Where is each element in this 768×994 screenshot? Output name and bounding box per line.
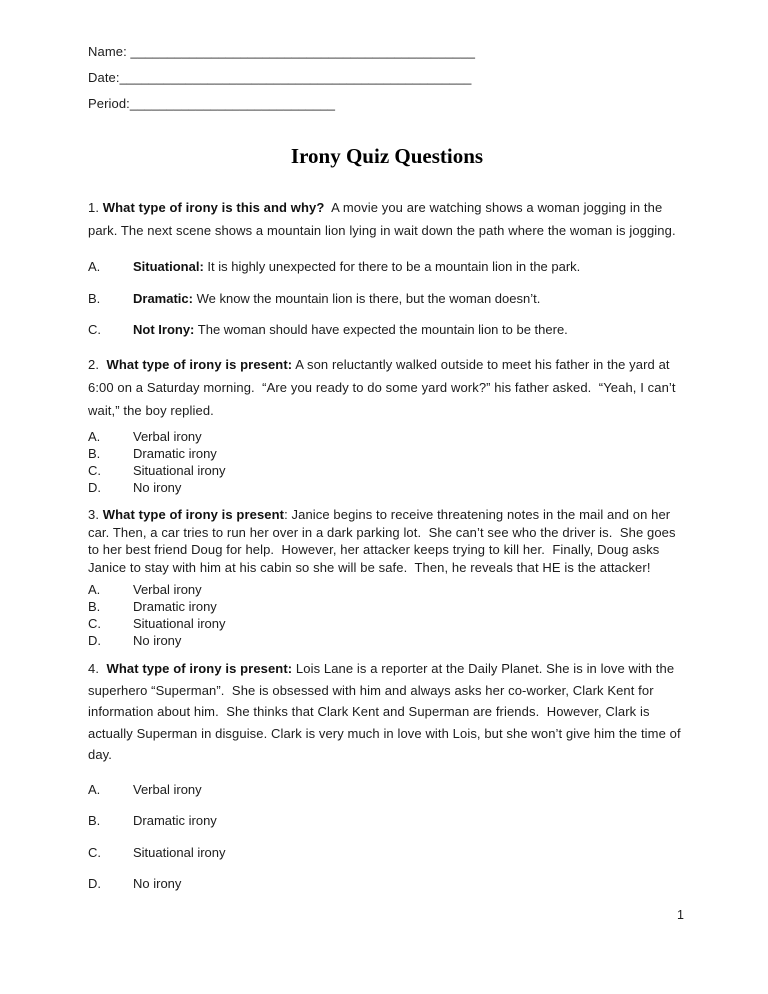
option-row: [88, 479, 686, 496]
question-2-number: 2.: [88, 357, 107, 372]
option-text: Verbal irony: [133, 582, 202, 597]
question-3-number: 3.: [88, 507, 103, 522]
question-1-options: [88, 258, 686, 339]
option-letter: A.: [88, 781, 101, 797]
option-row: [88, 462, 686, 479]
question-4-options: [88, 781, 686, 894]
option-text: Dramatic: We know the mountain lion is there, but the woman doesn’t.: [133, 290, 541, 306]
question-3: [88, 506, 686, 649]
option-text: Situational: It is highly unexpected for there to be a mountain lion in the park.: [133, 259, 581, 274]
option-row: [88, 844, 686, 862]
question-1: [88, 196, 686, 339]
question-4: [88, 658, 686, 893]
question-2-options: [88, 428, 686, 496]
question-2-prompt: What type of irony is present:: [106, 357, 293, 372]
option-text: Verbal irony: [133, 781, 202, 797]
option-row: [88, 615, 686, 632]
option-letter: B.: [88, 290, 101, 306]
question-2: [88, 353, 686, 496]
question-2-body: A son reluctantly walked outside to meet his father in the yard at 6:00 on a Saturday morning. “Are you ready to do some yard work?” his father asked. “Yeah, I can’t wait,” the boy replied.: [88, 357, 680, 418]
option-text: Dramatic irony: [133, 813, 217, 828]
option-text: Situational irony: [133, 844, 226, 860]
option-letter: B.: [88, 446, 101, 461]
question-3-options: [88, 581, 686, 649]
question-2-text: [88, 353, 686, 422]
option-text: No irony: [133, 633, 182, 648]
date-blank: ________________________________________________: [119, 70, 472, 85]
option-letter: A.: [88, 582, 101, 597]
option-row: [88, 258, 686, 276]
question-4-text: [88, 658, 686, 766]
option-row: [88, 598, 686, 615]
option-row: [88, 428, 686, 445]
question-4-prompt: What type of irony is present:: [106, 661, 293, 676]
name-blank: _______________________________________________: [130, 44, 476, 59]
option-text: Dramatic irony: [133, 599, 217, 614]
option-row: [88, 781, 686, 799]
question-1-number: 1.: [88, 200, 103, 215]
option-letter: D.: [88, 480, 101, 495]
option-text: No irony: [133, 876, 182, 891]
option-row: [88, 875, 686, 893]
option-row: [88, 632, 686, 649]
option-letter: D.: [88, 633, 101, 648]
option-row: [88, 290, 686, 308]
period-label: Period:: [88, 96, 130, 111]
option-row: [88, 321, 686, 339]
option-row: [88, 812, 686, 830]
option-letter: C.: [88, 616, 101, 631]
option-letter: D.: [88, 876, 101, 891]
option-letter: A.: [88, 259, 101, 274]
option-row: [88, 581, 686, 598]
question-3-text: [88, 506, 686, 576]
period-field: [88, 96, 686, 112]
name-field: [88, 44, 686, 60]
date-field: [88, 70, 686, 86]
question-3-body: : Janice begins to receive threatening notes in the mail and on her car. Then, a car tries to run her over in a dark parking lot. She can’t see who the driver is. She goes to her best friend Doug for help. However, her attacker keeps trying to kill her. Finally, Doug asks Janice to stay with him at his cabin so she will be safe. Then, he reveals that HE is the attacker!: [88, 507, 680, 575]
option-letter: B.: [88, 599, 101, 614]
question-1-prompt: What type of irony is this and why?: [102, 200, 325, 215]
question-3-prompt: What type of irony is present: [102, 507, 285, 522]
option-text: Situational irony: [133, 616, 226, 631]
page-title: Irony Quiz Questions: [290, 144, 484, 168]
question-1-body: A movie you are watching shows a woman jogging in the park. The next scene shows a mountain lion lying in wait down the path where the woman is jogging.: [88, 200, 676, 238]
option-text: Dramatic irony: [133, 446, 217, 461]
page-number: 1: [677, 908, 684, 922]
option-letter: C.: [88, 322, 101, 337]
option-letter: C.: [88, 844, 101, 860]
question-4-body: Lois Lane is a reporter at the Daily Planet. She is in love with the superhero “Superman”. She is obsessed with him and always asks her co-worker, Clark Kent for information about him. She thinks that Clark Kent and Superman are friends. However, Clark is actually Superman in disguise. Clark is very much in love with Lois, but she won’t give him the time of day.: [88, 661, 685, 762]
option-row: [88, 445, 686, 462]
option-text: Situational irony: [133, 463, 226, 478]
question-4-number: 4.: [88, 661, 107, 676]
option-letter: A.: [88, 429, 101, 444]
name-label: Name:: [88, 44, 131, 59]
header-fields: [88, 44, 686, 112]
period-blank: ____________________________: [129, 96, 336, 111]
option-text: No irony: [133, 480, 182, 495]
option-text: Not Irony: The woman should have expected the mountain lion to be there.: [133, 322, 568, 337]
option-letter: B.: [88, 813, 101, 828]
option-text: Verbal irony: [133, 429, 202, 444]
option-letter: C.: [88, 463, 101, 478]
question-1-text: [88, 196, 686, 242]
date-label: Date:: [88, 70, 120, 85]
